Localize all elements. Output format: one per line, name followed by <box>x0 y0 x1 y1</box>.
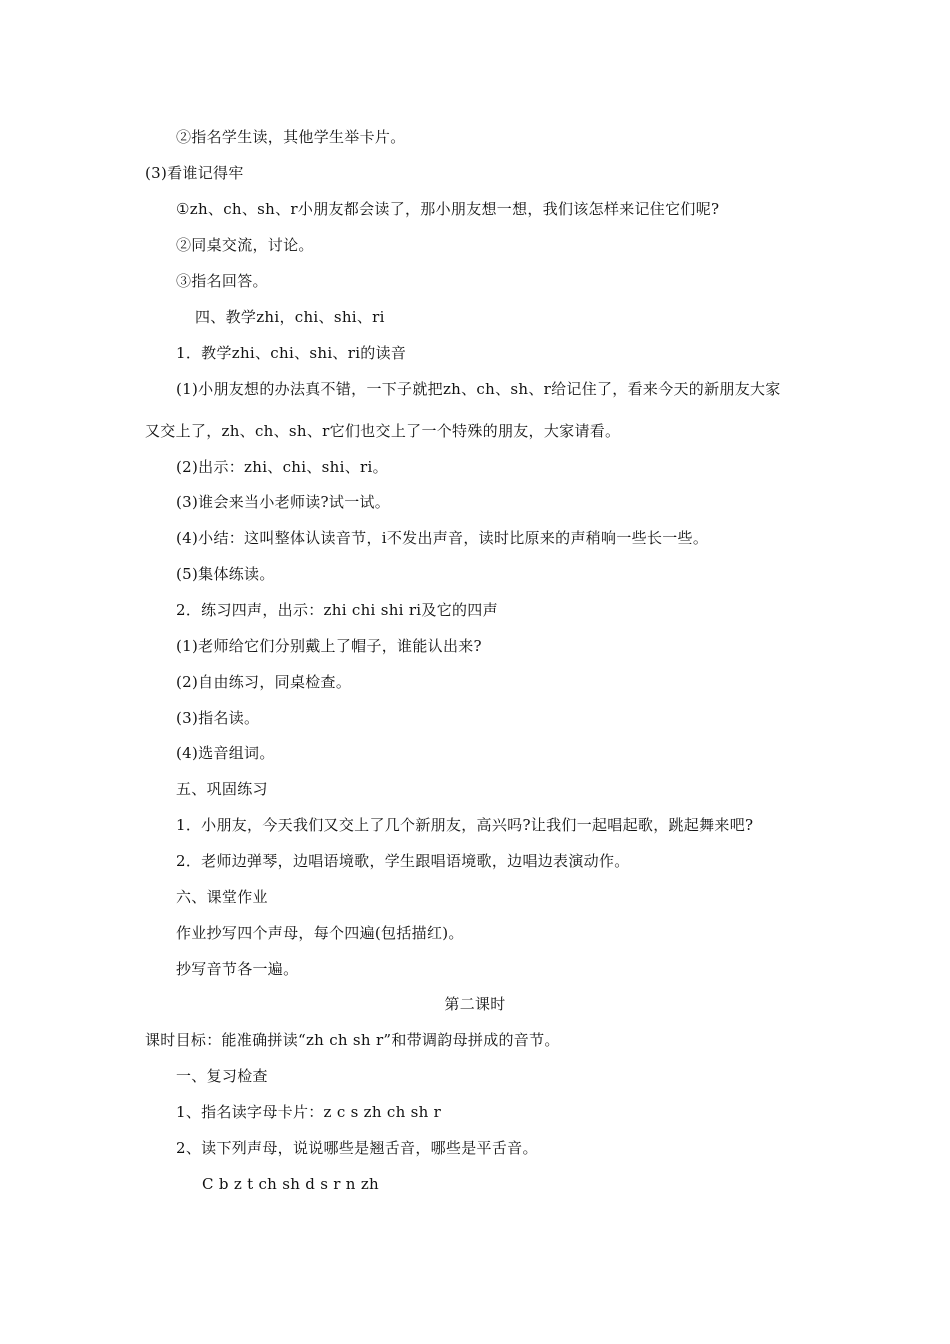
paragraph: 2．老师边弹琴，边唱语境歌，学生跟唱语境歌，边唱边表演动作。 <box>176 852 630 870</box>
paragraph: (1)老师给它们分别戴上了帽子，谁能认出来? <box>176 637 482 655</box>
subheading: 2．练习四声，出示：zhi chi shi ri及它的四声 <box>176 601 498 619</box>
paragraph: 抄写音节各一遍。 <box>176 960 299 978</box>
paragraph: 作业抄写四个声母，每个四遍(包括描红)。 <box>176 924 464 942</box>
paragraph: ①zh、ch、sh、r小朋友都会读了，那小朋友想一想，我们该怎样来记住它们呢? <box>176 200 720 218</box>
paragraph-continuation: 又交上了，zh、ch、sh、r它们也交上了一个特殊的朋友，大家请看。 <box>145 422 621 440</box>
paragraph: 1、指名读字母卡片：z c s zh ch sh r <box>176 1103 442 1121</box>
section-heading: 五、巩固练习 <box>176 780 268 798</box>
lesson-title: 第二课时 <box>444 995 506 1013</box>
paragraph: ②指名学生读，其他学生举卡片。 <box>176 128 406 146</box>
subheading: 1．教学zhi、chi、shi、ri的读音 <box>176 344 407 362</box>
paragraph: (1)小朋友想的办法真不错，一下子就把zh、ch、sh、r给记住了，看来今天的新朋友大家 <box>176 380 781 398</box>
paragraph: ②同桌交流，讨论。 <box>176 236 314 254</box>
paragraph: (4)小结：这叫整体认读音节，i不发出声音，读时比原来的声稍响一些长一些。 <box>176 529 709 547</box>
paragraph: ③指名回答。 <box>176 272 268 290</box>
subheading: (3)看谁记得牢 <box>145 164 244 182</box>
section-heading: 六、课堂作业 <box>176 888 268 906</box>
letter-list: C b z t ch sh d s r n zh <box>202 1175 380 1193</box>
section-heading: 一、复习检查 <box>176 1067 268 1085</box>
paragraph: (4)选音组词。 <box>176 744 275 762</box>
section-heading: 四、教学zhi，chi、shi、ri <box>195 308 385 326</box>
lesson-objective: 课时目标：能准确拼读“zh ch sh r”和带调韵母拼成的音节。 <box>145 1031 560 1049</box>
paragraph: 2、读下列声母，说说哪些是翘舌音，哪些是平舌音。 <box>176 1139 538 1157</box>
paragraph: (3)指名读。 <box>176 709 260 727</box>
paragraph: 1．小朋友，今天我们又交上了几个新朋友，高兴吗?让我们一起唱起歌，跳起舞来吧? <box>176 816 754 834</box>
paragraph: (2)出示：zhi、chi、shi、ri。 <box>176 458 388 476</box>
paragraph: (5)集体练读。 <box>176 565 275 583</box>
paragraph: (3)谁会来当小老师读?试一试。 <box>176 493 391 511</box>
paragraph: (2)自由练习，同桌检查。 <box>176 673 352 691</box>
